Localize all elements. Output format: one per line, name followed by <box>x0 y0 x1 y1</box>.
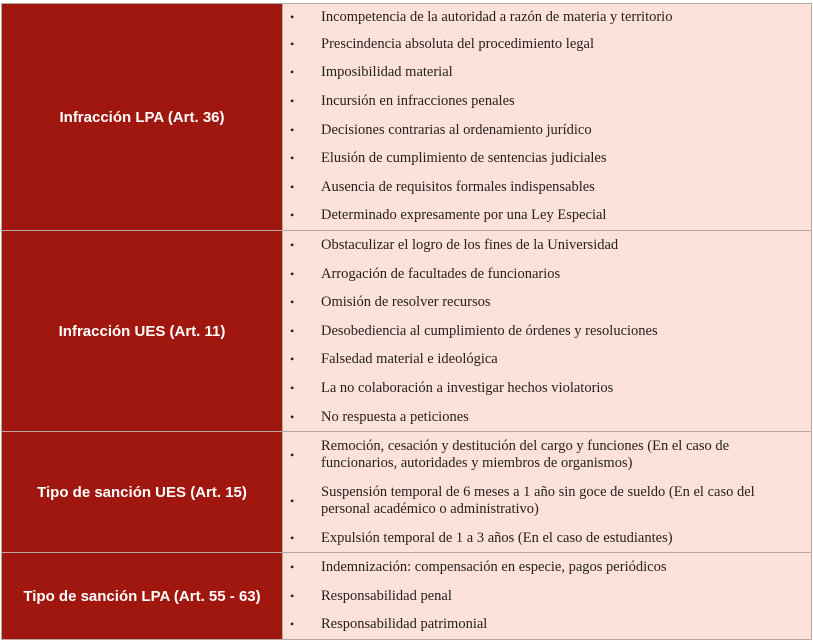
list-item: • Desobediencia al cumplimiento de órdenes y resoluciones <box>283 317 811 346</box>
list-item: • Responsabilidad patrimonial <box>283 611 811 640</box>
row-header-sancion-ues: Tipo de sanción UES (Art. 15) <box>2 432 283 553</box>
row-header-infraccion-ues: Infracción UES (Art. 11) <box>2 231 283 432</box>
row-items-sancion-ues <box>283 432 812 553</box>
list-item: • Suspensión temporal de 6 meses a 1 año sin goce de sueldo (En el caso del personal académico o administrativo) <box>283 478 811 524</box>
row-header-sancion-lpa: Tipo de sanción LPA (Art. 55 - 63) <box>2 553 283 640</box>
list-item: • Decisiones contrarias al ordenamiento jurídico <box>283 116 811 145</box>
list-item: • Prescindencia absoluta del procedimiento legal <box>283 30 811 59</box>
table-row <box>2 432 812 553</box>
row-header-infraccion-lpa: Infracción LPA (Art. 36) <box>2 4 283 231</box>
list-item: • Remoción, cesación y destitución del cargo y funciones (En el caso de funcionarios, autoridades y miembros de organismos) <box>283 432 811 478</box>
table-row <box>2 553 812 640</box>
table-row <box>2 231 812 432</box>
list-item: • Omisión de resolver recursos <box>283 288 811 317</box>
list-item: • Expulsión temporal de 1 a 3 años (En el caso de estudiantes) <box>283 524 811 552</box>
list-item: • Ausencia de requisitos formales indispensables <box>283 173 811 202</box>
row-items-infraccion-lpa <box>283 4 812 231</box>
list-item: • Arrogación de facultades de funcionarios <box>283 260 811 289</box>
bullet-list <box>283 553 811 639</box>
list-item: • La no colaboración a investigar hechos violatorios <box>283 374 811 403</box>
list-item: • Obstaculizar el logro de los fines de la Universidad <box>283 231 811 260</box>
bullet-list <box>283 231 811 431</box>
list-item: • Imposibilidad material <box>283 59 811 88</box>
infractions-table <box>1 3 812 640</box>
row-items-sancion-lpa <box>283 553 812 640</box>
list-item: • Elusión de cumplimiento de sentencias judiciales <box>283 144 811 173</box>
bullet-list <box>283 4 811 230</box>
list-item: • No respuesta a peticiones <box>283 403 811 432</box>
list-item: • Determinado expresamente por una Ley Especial <box>283 202 811 231</box>
list-item: • Indemnización: compensación en especie, pagos periódicos <box>283 553 811 582</box>
list-item: • Responsabilidad penal <box>283 582 811 611</box>
table-row <box>2 4 812 231</box>
list-item: • Incompetencia de la autoridad a razón de materia y territorio <box>283 4 811 30</box>
bullet-list <box>283 432 811 552</box>
list-item: • Incursión en infracciones penales <box>283 87 811 116</box>
row-items-infraccion-ues <box>283 231 812 432</box>
list-item: • Falsedad material e ideológica <box>283 346 811 375</box>
